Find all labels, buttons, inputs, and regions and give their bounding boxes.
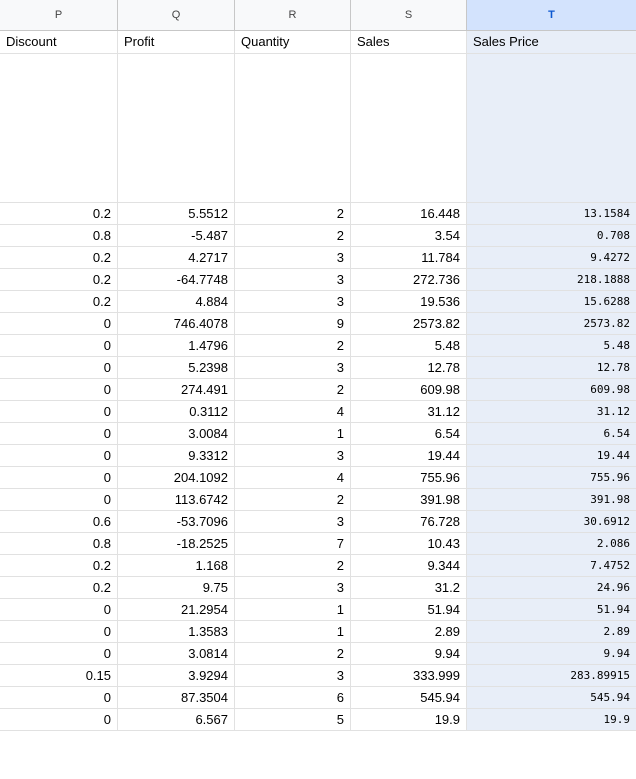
quantity-cell[interactable]: 3	[235, 357, 351, 379]
table-row	[0, 577, 636, 599]
sales-price-cell[interactable]: 9.94	[467, 643, 636, 665]
field-name-discount[interactable]: Discount	[0, 31, 118, 54]
sales-price-cell[interactable]: 6.54	[467, 423, 636, 445]
sales-price-cell[interactable]: 19.44	[467, 445, 636, 467]
profit-cell[interactable]: 3.0084	[118, 423, 235, 445]
sales-cell[interactable]: 3.54	[351, 225, 467, 247]
discount-cell[interactable]: 0.2	[0, 247, 118, 269]
quantity-cell[interactable]: 3	[235, 247, 351, 269]
sales-price-cell[interactable]: 5.48	[467, 335, 636, 357]
table-row	[0, 269, 636, 291]
discount-cell[interactable]: 0	[0, 445, 118, 467]
quantity-cell[interactable]: 6	[235, 687, 351, 709]
column-header-r[interactable]: R	[235, 0, 351, 31]
column-header-q[interactable]: Q	[118, 0, 235, 31]
table-row	[0, 313, 636, 335]
sales-cell[interactable]: 76.728	[351, 511, 467, 533]
empty-cell[interactable]	[351, 54, 467, 203]
sales-cell[interactable]: 333.999	[351, 665, 467, 687]
profit-cell[interactable]: 4.884	[118, 291, 235, 313]
empty-cell[interactable]	[0, 54, 118, 203]
discount-cell[interactable]: 0.8	[0, 225, 118, 247]
sales-cell[interactable]: 12.78	[351, 357, 467, 379]
quantity-cell[interactable]: 2	[235, 203, 351, 225]
quantity-cell[interactable]: 1	[235, 423, 351, 445]
profit-cell[interactable]: -18.2525	[118, 533, 235, 555]
discount-cell[interactable]: 0.2	[0, 577, 118, 599]
sales-price-cell[interactable]: 609.98	[467, 379, 636, 401]
quantity-cell[interactable]: 2	[235, 379, 351, 401]
sales-cell[interactable]: 755.96	[351, 467, 467, 489]
table-row	[0, 709, 636, 731]
quantity-cell[interactable]: 4	[235, 467, 351, 489]
sales-price-cell[interactable]: 283.89915	[467, 665, 636, 687]
sales-cell[interactable]: 19.9	[351, 709, 467, 731]
table-row	[0, 379, 636, 401]
sales-price-cell[interactable]: 13.1584	[467, 203, 636, 225]
quantity-cell[interactable]: 2	[235, 225, 351, 247]
profit-cell[interactable]: -5.487	[118, 225, 235, 247]
sales-price-cell[interactable]: 2.89	[467, 621, 636, 643]
sales-cell[interactable]: 9.94	[351, 643, 467, 665]
sales-price-cell[interactable]: 545.94	[467, 687, 636, 709]
discount-cell[interactable]: 0	[0, 709, 118, 731]
field-name-sales[interactable]: Sales	[351, 31, 467, 54]
discount-cell[interactable]: 0	[0, 643, 118, 665]
profit-cell[interactable]: 87.3504	[118, 687, 235, 709]
discount-cell[interactable]: 0.6	[0, 511, 118, 533]
discount-cell[interactable]: 0	[0, 621, 118, 643]
table-row	[0, 225, 636, 247]
profit-cell[interactable]: 9.3312	[118, 445, 235, 467]
discount-cell[interactable]: 0	[0, 357, 118, 379]
table-row	[0, 599, 636, 621]
sales-price-cell[interactable]: 9.4272	[467, 247, 636, 269]
discount-cell[interactable]: 0	[0, 687, 118, 709]
table-row	[0, 401, 636, 423]
table-row	[0, 511, 636, 533]
profit-cell[interactable]: -53.7096	[118, 511, 235, 533]
field-name-row	[0, 31, 636, 54]
quantity-cell[interactable]: 5	[235, 709, 351, 731]
sales-cell[interactable]: 5.48	[351, 335, 467, 357]
discount-cell[interactable]: 0.2	[0, 291, 118, 313]
sales-price-cell[interactable]: 0.708	[467, 225, 636, 247]
profit-cell[interactable]: 3.0814	[118, 643, 235, 665]
discount-cell[interactable]: 0.8	[0, 533, 118, 555]
discount-cell[interactable]: 0	[0, 379, 118, 401]
discount-cell[interactable]: 0	[0, 599, 118, 621]
sales-price-cell[interactable]: 755.96	[467, 467, 636, 489]
profit-cell[interactable]: 0.3112	[118, 401, 235, 423]
profit-cell[interactable]: 5.5512	[118, 203, 235, 225]
sales-price-cell[interactable]: 24.96	[467, 577, 636, 599]
sales-price-cell[interactable]: 15.6288	[467, 291, 636, 313]
table-row	[0, 555, 636, 577]
profit-cell[interactable]: 1.4796	[118, 335, 235, 357]
quantity-cell[interactable]: 3	[235, 445, 351, 467]
sales-cell[interactable]: 31.2	[351, 577, 467, 599]
quantity-cell[interactable]: 3	[235, 291, 351, 313]
sales-cell[interactable]: 2.89	[351, 621, 467, 643]
empty-cell[interactable]	[235, 54, 351, 203]
sales-cell[interactable]: 6.54	[351, 423, 467, 445]
table-row	[0, 643, 636, 665]
sales-price-cell[interactable]: 31.12	[467, 401, 636, 423]
discount-cell[interactable]: 0	[0, 335, 118, 357]
table-row	[0, 423, 636, 445]
sales-cell[interactable]: 609.98	[351, 379, 467, 401]
sales-cell[interactable]: 545.94	[351, 687, 467, 709]
sales-cell[interactable]: 391.98	[351, 489, 467, 511]
profit-cell[interactable]: 274.491	[118, 379, 235, 401]
data-rows	[0, 203, 636, 731]
table-row	[0, 247, 636, 269]
profit-cell[interactable]: 1.3583	[118, 621, 235, 643]
discount-cell[interactable]: 0	[0, 423, 118, 445]
profit-cell[interactable]: -64.7748	[118, 269, 235, 291]
sales-price-cell[interactable]: 2.086	[467, 533, 636, 555]
sales-price-cell[interactable]: 391.98	[467, 489, 636, 511]
profit-cell[interactable]: 1.168	[118, 555, 235, 577]
quantity-cell[interactable]: 3	[235, 577, 351, 599]
sales-price-cell[interactable]: 7.4752	[467, 555, 636, 577]
quantity-cell[interactable]: 2	[235, 489, 351, 511]
sales-price-cell[interactable]: 19.9	[467, 709, 636, 731]
profit-cell[interactable]: 21.2954	[118, 599, 235, 621]
discount-cell[interactable]: 0.2	[0, 203, 118, 225]
sales-cell[interactable]: 51.94	[351, 599, 467, 621]
table-row	[0, 621, 636, 643]
table-row	[0, 687, 636, 709]
sales-cell[interactable]: 2573.82	[351, 313, 467, 335]
profit-cell[interactable]: 9.75	[118, 577, 235, 599]
column-header-row	[0, 0, 636, 31]
discount-cell[interactable]: 0	[0, 313, 118, 335]
discount-cell[interactable]: 0.2	[0, 555, 118, 577]
quantity-cell[interactable]: 1	[235, 621, 351, 643]
sales-cell[interactable]: 16.448	[351, 203, 467, 225]
sales-price-cell[interactable]: 218.1888	[467, 269, 636, 291]
quantity-cell[interactable]: 3	[235, 665, 351, 687]
profit-cell[interactable]: 4.2717	[118, 247, 235, 269]
profit-cell[interactable]: 113.6742	[118, 489, 235, 511]
empty-row	[0, 54, 636, 203]
column-header-t[interactable]: T	[467, 0, 636, 31]
quantity-cell[interactable]: 2	[235, 643, 351, 665]
table-row	[0, 357, 636, 379]
column-header-p[interactable]: P	[0, 0, 118, 31]
sales-cell[interactable]: 19.44	[351, 445, 467, 467]
field-name-sales-price[interactable]: Sales Price	[467, 31, 636, 54]
quantity-cell[interactable]: 4	[235, 401, 351, 423]
sales-price-cell[interactable]: 30.6912	[467, 511, 636, 533]
quantity-cell[interactable]: 1	[235, 599, 351, 621]
empty-cell[interactable]	[467, 54, 636, 203]
discount-cell[interactable]: 0.2	[0, 269, 118, 291]
quantity-cell[interactable]: 3	[235, 511, 351, 533]
quantity-cell[interactable]: 9	[235, 313, 351, 335]
sales-price-cell[interactable]: 2573.82	[467, 313, 636, 335]
field-name-profit[interactable]: Profit	[118, 31, 235, 54]
table-row	[0, 335, 636, 357]
sales-price-cell[interactable]: 12.78	[467, 357, 636, 379]
profit-cell[interactable]: 204.1092	[118, 467, 235, 489]
discount-cell[interactable]: 0	[0, 489, 118, 511]
sales-cell[interactable]: 10.43	[351, 533, 467, 555]
sales-cell[interactable]: 9.344	[351, 555, 467, 577]
sales-cell[interactable]: 272.736	[351, 269, 467, 291]
sales-cell[interactable]: 31.12	[351, 401, 467, 423]
quantity-cell[interactable]: 7	[235, 533, 351, 555]
sales-cell[interactable]: 11.784	[351, 247, 467, 269]
empty-cell[interactable]	[118, 54, 235, 203]
column-header-s[interactable]: S	[351, 0, 467, 31]
table-row	[0, 467, 636, 489]
profit-cell[interactable]: 6.567	[118, 709, 235, 731]
table-row	[0, 489, 636, 511]
table-row	[0, 203, 636, 225]
quantity-cell[interactable]: 2	[235, 555, 351, 577]
profit-cell[interactable]: 5.2398	[118, 357, 235, 379]
profit-cell[interactable]: 3.9294	[118, 665, 235, 687]
discount-cell[interactable]: 0	[0, 401, 118, 423]
table-row	[0, 665, 636, 687]
quantity-cell[interactable]: 2	[235, 335, 351, 357]
table-row	[0, 533, 636, 555]
discount-cell[interactable]: 0.15	[0, 665, 118, 687]
table-row	[0, 291, 636, 313]
discount-cell[interactable]: 0	[0, 467, 118, 489]
table-row	[0, 445, 636, 467]
quantity-cell[interactable]: 3	[235, 269, 351, 291]
profit-cell[interactable]: 746.4078	[118, 313, 235, 335]
sales-price-cell[interactable]: 51.94	[467, 599, 636, 621]
sales-cell[interactable]: 19.536	[351, 291, 467, 313]
field-name-quantity[interactable]: Quantity	[235, 31, 351, 54]
